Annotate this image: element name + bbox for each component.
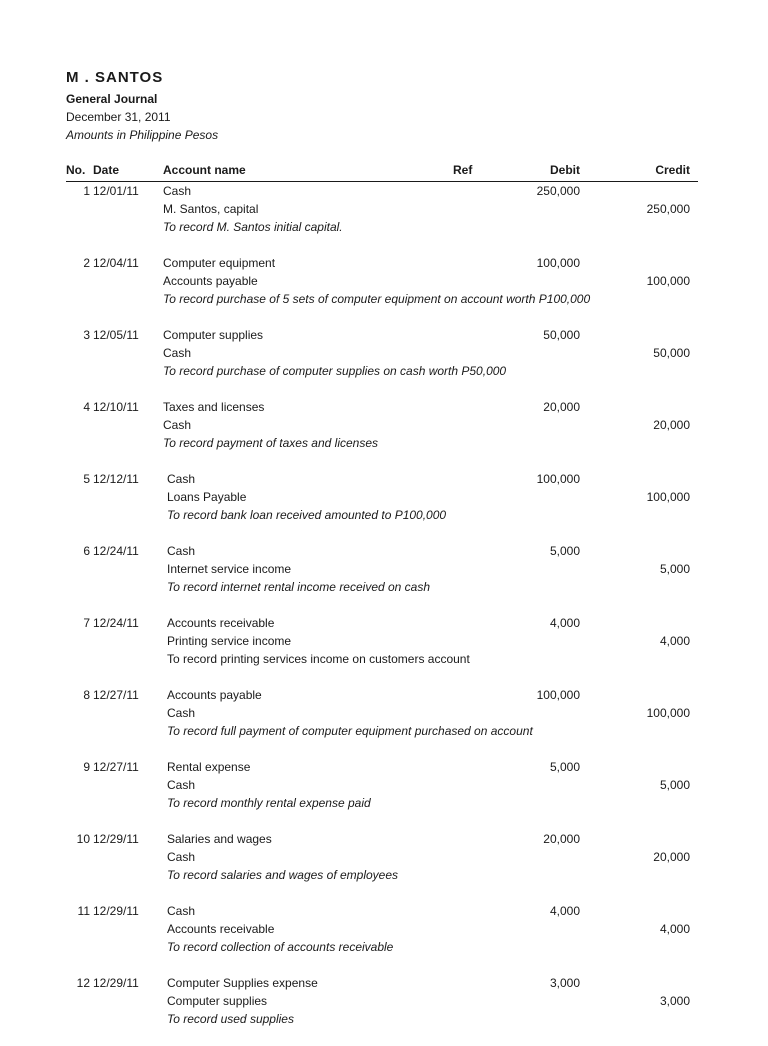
credit-account: Cash — [167, 706, 196, 720]
debit-amount: 50,000 — [543, 328, 580, 342]
entry-date: 12/29/11 — [93, 976, 139, 990]
entry-date: 12/04/11 — [93, 256, 139, 270]
debit-amount: 20,000 — [543, 400, 580, 414]
entry-description: To record collection of accounts receivable — [167, 940, 394, 954]
entry-description: To record internet rental income received on cash — [167, 580, 431, 594]
debit-amount: 100,000 — [536, 256, 580, 270]
entry-number: 6 — [83, 544, 90, 558]
company-name: M . SANTOS — [66, 69, 164, 86]
credit-account: Cash — [163, 418, 192, 432]
debit-account: Salaries and wages — [167, 832, 272, 846]
debit-amount: 4,000 — [549, 616, 580, 630]
col-account: Account name — [163, 163, 246, 177]
entry-number: 2 — [83, 256, 90, 270]
entry-number: 10 — [76, 832, 90, 846]
debit-amount: 5,000 — [549, 544, 580, 558]
debit-account: Rental expense — [167, 760, 251, 774]
credit-account: Cash — [163, 346, 192, 360]
debit-account: Cash — [167, 904, 196, 918]
credit-account: Cash — [167, 850, 196, 864]
debit-account: Cash — [167, 472, 196, 486]
entry-description: To record used supplies — [167, 1012, 294, 1026]
credit-account: Computer supplies — [167, 994, 268, 1008]
credit-amount: 100,000 — [646, 274, 690, 288]
entry-description: To record purchase of 5 sets of computer equipment on account worth P100,000 — [163, 292, 591, 306]
entry-description: To record purchase of computer supplies on cash worth P50,000 — [163, 364, 507, 378]
journal-entry — [0, 542, 768, 614]
col-no: No. — [66, 163, 86, 177]
entry-date: 12/24/11 — [93, 616, 139, 630]
debit-amount: 3,000 — [549, 976, 580, 990]
entry-description: To record bank loan received amounted to P100,000 — [167, 508, 447, 522]
credit-amount: 250,000 — [646, 202, 690, 216]
column-headers — [0, 163, 768, 181]
col-date: Date — [93, 163, 120, 177]
debit-account: Taxes and licenses — [163, 400, 265, 414]
entry-number: 11 — [77, 904, 90, 918]
credit-amount: 100,000 — [646, 706, 690, 720]
credit-amount: 4,000 — [659, 634, 690, 648]
debit-account: Cash — [163, 184, 192, 198]
entry-number: 12 — [76, 976, 90, 990]
credit-account: Cash — [167, 778, 196, 792]
journal-entry — [0, 758, 768, 830]
journal-entry — [0, 326, 768, 398]
entry-number: 4 — [83, 400, 90, 414]
credit-amount: 5,000 — [659, 778, 690, 792]
credit-amount: 100,000 — [646, 490, 690, 504]
credit-account: Internet service income — [167, 562, 292, 576]
credit-amount: 3,000 — [659, 994, 690, 1008]
journal-entry — [0, 686, 768, 758]
debit-amount: 4,000 — [549, 904, 580, 918]
entry-number: 7 — [83, 616, 90, 630]
debit-amount: 100,000 — [536, 688, 580, 702]
debit-account: Accounts receivable — [167, 616, 275, 630]
journal-entry — [0, 254, 768, 326]
journal-entry — [0, 398, 768, 470]
credit-account: Printing service income — [167, 634, 292, 648]
debit-account: Cash — [167, 544, 196, 558]
debit-account: Computer Supplies expense — [167, 976, 318, 990]
entry-description: To record monthly rental expense paid — [167, 796, 371, 810]
entry-description: To record payment of taxes and licenses — [163, 436, 379, 450]
debit-account: Computer equipment — [163, 256, 276, 270]
credit-account: Accounts payable — [163, 274, 258, 288]
journal-title: General Journal — [66, 92, 158, 106]
col-debit: Debit — [550, 163, 580, 177]
debit-amount: 100,000 — [536, 472, 580, 486]
journal-date: December 31, 2011 — [66, 110, 171, 124]
col-ref: Ref — [453, 163, 473, 177]
debit-amount: 250,000 — [536, 184, 580, 198]
entry-number: 8 — [83, 688, 90, 702]
currency-note: Amounts in Philippine Pesos — [66, 128, 219, 142]
entry-date: 12/01/11 — [93, 184, 139, 198]
debit-amount: 20,000 — [543, 832, 580, 846]
entry-description: To record M. Santos initial capital. — [163, 220, 343, 234]
credit-account: Loans Payable — [167, 490, 247, 504]
entry-description: To record printing services income on customers account — [167, 652, 470, 666]
credit-amount: 50,000 — [653, 346, 690, 360]
entry-date: 12/05/11 — [93, 328, 139, 342]
entry-date: 12/29/11 — [93, 904, 139, 918]
debit-account: Computer supplies — [163, 328, 264, 342]
credit-account: M. Santos, capital — [163, 202, 259, 216]
journal-entry — [0, 614, 768, 686]
entry-date: 12/29/11 — [93, 832, 139, 846]
debit-account: Accounts payable — [167, 688, 262, 702]
journal-entries — [0, 182, 768, 1046]
entry-date: 12/24/11 — [93, 544, 139, 558]
entry-number: 3 — [83, 328, 90, 342]
journal-entry — [0, 902, 768, 974]
debit-amount: 5,000 — [549, 760, 580, 774]
journal-entry — [0, 182, 768, 254]
entry-description: To record full payment of computer equipment purchased on account — [167, 724, 533, 738]
col-credit: Credit — [655, 163, 690, 177]
journal-entry — [0, 974, 768, 1046]
entry-number: 5 — [83, 472, 90, 486]
entry-date: 12/27/11 — [93, 760, 139, 774]
entry-description: To record salaries and wages of employees — [167, 868, 399, 882]
entry-number: 1 — [83, 184, 90, 198]
entry-date: 12/27/11 — [93, 688, 139, 702]
credit-account: Accounts receivable — [167, 922, 275, 936]
entry-date: 12/10/11 — [93, 400, 139, 414]
credit-amount: 5,000 — [659, 562, 690, 576]
credit-amount: 20,000 — [653, 850, 690, 864]
journal-entry — [0, 470, 768, 542]
credit-amount: 20,000 — [653, 418, 690, 432]
entry-number: 9 — [83, 760, 90, 774]
credit-amount: 4,000 — [659, 922, 690, 936]
entry-date: 12/12/11 — [93, 472, 139, 486]
journal-entry — [0, 830, 768, 902]
